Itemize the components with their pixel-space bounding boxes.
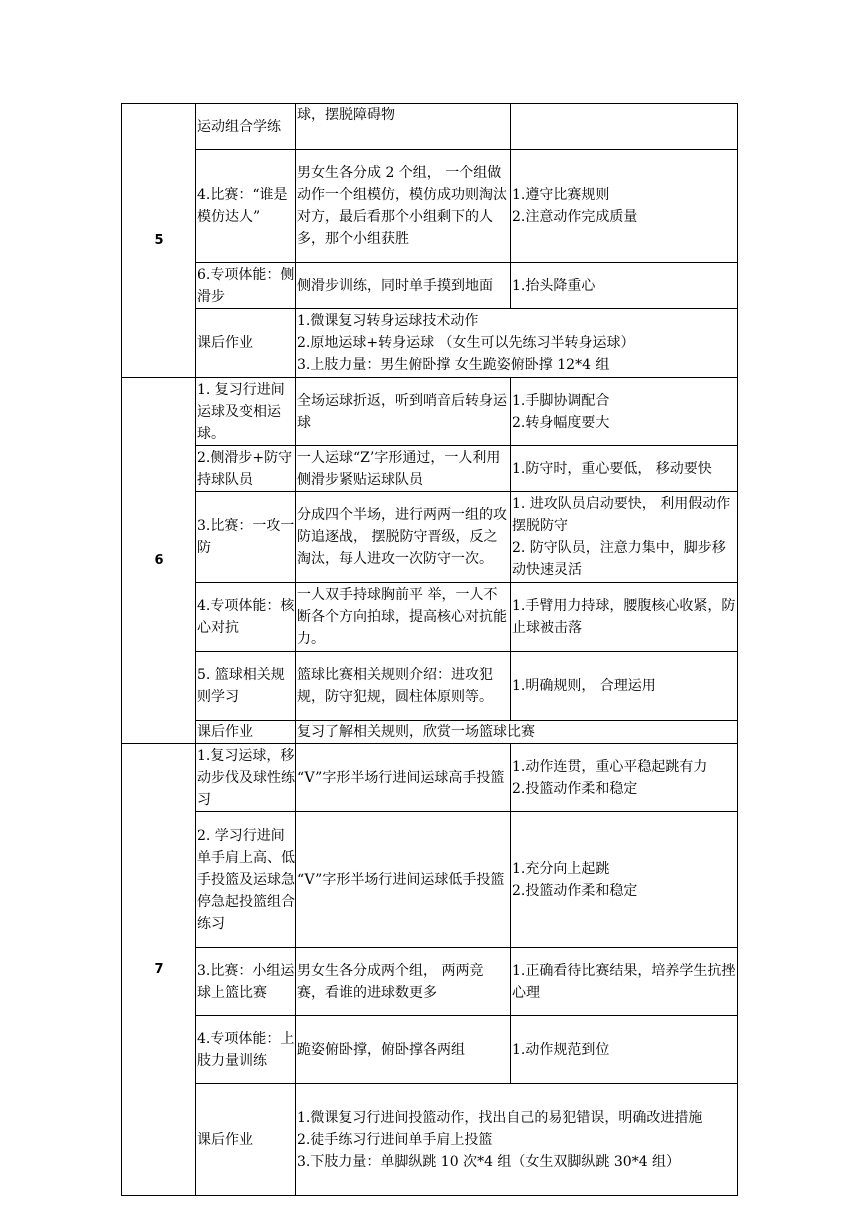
method-cell: 分成四个半场，进行两两一组的攻防追逐战， 摆脱防守晋级，反之淘汰，每人进攻一次防守一次。 <box>296 492 511 583</box>
point-line: 1.动作连贯，重心平稳起跳有力 <box>512 758 708 775</box>
content-cell: 课后作业 <box>196 721 296 744</box>
method-cell: “V”字形半场行进间运球低手投篮 <box>296 812 511 948</box>
content-cell: 1. 复习行进间运球及变相运球。 <box>196 378 296 446</box>
table-row <box>122 309 738 378</box>
point-line: 1.手脚协调配合 <box>512 392 610 409</box>
table-row <box>122 744 738 812</box>
table-row <box>122 378 738 446</box>
point-line: 2.投篮动作柔和稳定 <box>512 780 638 797</box>
homework-line: 1.微课复习转身运球技术动作 <box>297 313 479 329</box>
lesson-number: 5 <box>122 104 196 378</box>
method-cell: 男女生各分成 2 个组， 一个组做动作一个组模仿，模仿成功则淘汰对方，最后看那个小组剩下的人多，那个小组获胜 <box>296 150 511 263</box>
points-cell <box>511 652 738 721</box>
content-cell: 1.复习运球，移动步伐及球性练习 <box>196 744 296 812</box>
homework-line: 复习了解相关规则，欣赏一场篮球比赛 <box>297 724 535 740</box>
points-cell <box>511 948 738 1016</box>
point-line: 1.遵守比赛规则 <box>512 187 610 203</box>
table-row <box>122 721 738 744</box>
points-cell <box>511 378 738 446</box>
point-line: 2. 防守队员，注意力集中，脚步移动快速灵活 <box>512 540 726 578</box>
table-row <box>122 948 738 1016</box>
method-cell: 一人运球“Z’字形通过，一人利用侧滑步紧贴运球队员 <box>296 446 511 492</box>
table-row <box>122 492 738 583</box>
content-cell: 课后作业 <box>196 309 296 378</box>
point-line: 1.抬头降重心 <box>512 277 596 294</box>
table-row <box>122 150 738 263</box>
homework-line: 2.原地运球+转身运球 （女生可以先练习半转身运球） <box>297 335 635 351</box>
table-row <box>122 583 738 652</box>
points-cell <box>511 583 738 652</box>
content-cell: 5. 篮球相关规则学习 <box>196 652 296 721</box>
point-line: 1.防守时，重心要低， 移动要快 <box>512 460 712 477</box>
table-row <box>122 104 738 150</box>
points-cell <box>511 744 738 812</box>
homework-line: 3.下肢力量：单脚纵跳 10 次*4 组（女生双脚纵跳 30*4 组） <box>297 1153 681 1170</box>
point-line: 1.动作规范到位 <box>512 1041 610 1058</box>
method-cell: “V”字形半场行进间运球高手投篮 <box>296 744 511 812</box>
points-cell <box>511 446 738 492</box>
points-cell <box>511 492 738 583</box>
lesson-number: 6 <box>122 378 196 744</box>
table-row <box>122 1084 738 1196</box>
points-cell <box>511 812 738 948</box>
point-line: 1.充分向上起跳 <box>512 860 610 877</box>
homework-cell <box>296 1084 738 1196</box>
table-row <box>122 652 738 721</box>
point-line: 2.转身幅度要大 <box>512 414 610 431</box>
point-line: 2.投篮动作柔和稳定 <box>512 882 638 899</box>
content-cell: 4.专项体能：核心对抗 <box>196 583 296 652</box>
method-cell: 男女生各分成两个组， 两两竞赛，看谁的进球数更多 <box>296 948 511 1016</box>
content-cell: 3.比赛：小组运球上篮比赛 <box>196 948 296 1016</box>
method-cell: 跪姿俯卧撑，俯卧撑各两组 <box>296 1016 511 1084</box>
method-cell: 侧滑步训练，同时单手摸到地面 <box>296 263 511 309</box>
points-cell <box>511 150 738 263</box>
content-cell: 2.侧滑步+防守持球队员 <box>196 446 296 492</box>
points-cell <box>511 1016 738 1084</box>
table-row <box>122 812 738 948</box>
method-cell: 全场运球折返，听到哨音后转身运球 <box>296 378 511 446</box>
point-line: 1.正确看待比赛结果，培养学生抗挫心理 <box>512 962 736 1001</box>
homework-line: 1.微课复习行进间投篮动作，找出自己的易犯错误，明确改进措施 <box>297 1109 703 1126</box>
lesson-number: 7 <box>122 744 196 1196</box>
content-cell: 课后作业 <box>196 1084 296 1196</box>
method-cell: 篮球比赛相关规则介绍：进攻犯规，防守犯规，圆柱体原则等。 <box>296 652 511 721</box>
homework-cell <box>296 309 738 378</box>
method-cell: 一人双手持球胸前平 举，一人不断各个方向拍球，提高核心对抗能力。 <box>296 583 511 652</box>
homework-cell <box>296 721 738 744</box>
content-cell: 4.比赛：“谁是模仿达人” <box>196 150 296 263</box>
homework-line: 3.上肢力量：男生俯卧撑 女生跪姿俯卧撑 12*4 组 <box>297 357 610 373</box>
homework-line: 2.徒手练习行进间单手肩上投篮 <box>297 1131 493 1148</box>
points-cell <box>511 263 738 309</box>
table-row <box>122 1016 738 1084</box>
point-line: 1.手臂用力持球，腰腹核心收紧，防止球被击落 <box>512 598 736 636</box>
lesson-plan-table <box>121 103 738 1196</box>
table-row <box>122 263 738 309</box>
method-cell: 球，摆脱障碍物 <box>296 104 511 150</box>
content-cell: 2. 学习行进间单手肩上高、低手投篮及运球急停急起投篮组合练习 <box>196 812 296 948</box>
table-row <box>122 446 738 492</box>
content-cell: 3.比赛：一攻一防 <box>196 492 296 583</box>
point-line: 1.明确规则， 合理运用 <box>512 678 656 694</box>
point-line: 1. 进攻队员启动要快， 利用假动作摆脱防守 <box>512 496 731 534</box>
point-line: 2.注意动作完成质量 <box>512 209 638 225</box>
content-cell: 6.专项体能：侧滑步 <box>196 263 296 309</box>
points-cell <box>511 104 738 150</box>
content-cell: 4.专项体能：上肢力量训练 <box>196 1016 296 1084</box>
content-cell: 运动组合学练 <box>196 104 296 150</box>
